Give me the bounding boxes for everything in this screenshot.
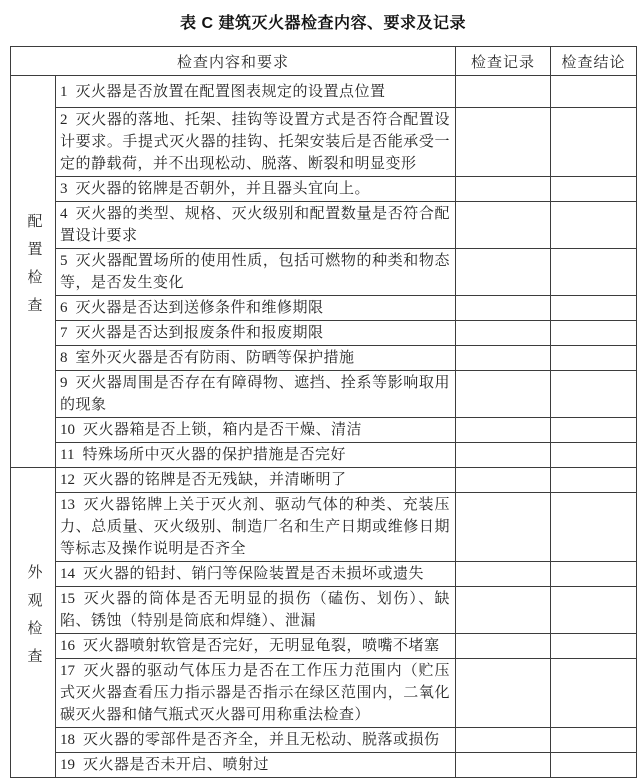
conclusion-cell	[551, 346, 637, 371]
record-cell	[456, 587, 551, 634]
item-cell	[56, 753, 456, 778]
item-number: 2	[60, 112, 68, 128]
table-row	[11, 296, 637, 321]
item-cell	[56, 249, 456, 296]
conclusion-cell	[551, 321, 637, 346]
table-row	[11, 346, 637, 371]
item-cell	[56, 634, 456, 659]
record-cell	[456, 202, 551, 249]
table-header-row	[11, 47, 637, 76]
record-cell	[456, 493, 551, 562]
item-number: 7	[60, 325, 68, 341]
item-text: 灭火器的类型、规格、灭火级别和配置数量是否符合配置设计要求	[60, 206, 451, 244]
table-row	[11, 371, 637, 418]
item-text: 灭火器的驱动气体压力是否在工作压力范围内（贮压式灭火器查看压力指示器是否指示在绿区范围内，二氧化碳灭火器和储气瓶式灭火器可用称重法检查）	[60, 663, 451, 723]
item-number: 8	[60, 350, 68, 366]
conclusion-cell	[551, 418, 637, 443]
item-number: 19	[60, 757, 75, 773]
conclusion-cell	[551, 249, 637, 296]
record-cell	[456, 659, 551, 728]
record-cell	[456, 108, 551, 177]
table-row	[11, 468, 637, 493]
table-row	[11, 321, 637, 346]
item-cell	[56, 108, 456, 177]
item-text: 室外灭火器是否有防雨、防晒等保护措施	[75, 350, 355, 366]
item-cell	[56, 177, 456, 202]
conclusion-cell	[551, 202, 637, 249]
record-cell	[456, 321, 551, 346]
item-number: 13	[60, 497, 75, 513]
item-cell	[56, 562, 456, 587]
page-title: 表 C 建筑灭火器检查内容、要求及记录	[180, 15, 466, 32]
conclusion-cell	[551, 562, 637, 587]
item-text: 灭火器配置场所的使用性质，包括可燃物的种类和物态等，是否发生变化	[60, 253, 451, 291]
record-cell	[456, 371, 551, 418]
conclusion-cell	[551, 371, 637, 418]
table-row	[11, 108, 637, 177]
record-cell	[456, 728, 551, 753]
item-number: 3	[60, 181, 68, 197]
table-row	[11, 728, 637, 753]
item-text: 灭火器的铭牌是否无残缺，并清晰明了	[83, 472, 347, 488]
item-number: 6	[60, 300, 68, 316]
section-label-cell	[11, 468, 56, 778]
item-cell	[56, 443, 456, 468]
table-row	[11, 418, 637, 443]
section-label: 外观检查	[25, 564, 42, 676]
item-cell	[56, 468, 456, 493]
record-cell	[456, 249, 551, 296]
record-cell	[456, 634, 551, 659]
item-number: 12	[60, 472, 75, 488]
record-cell	[456, 468, 551, 493]
item-number: 5	[60, 253, 68, 269]
item-cell	[56, 587, 456, 634]
item-number: 15	[60, 591, 75, 607]
item-number: 11	[60, 447, 75, 463]
item-text: 灭火器周围是否存在有障碍物、遮挡、拴系等影响取用的现象	[60, 375, 451, 413]
table-row	[11, 202, 637, 249]
section-label: 配置检查	[25, 213, 42, 325]
table-row	[11, 587, 637, 634]
record-cell	[456, 418, 551, 443]
table-row	[11, 443, 637, 468]
item-text: 灭火器铭牌上关于灭火剂、驱动气体的种类、充装压力、总质量、灭火级别、制造厂名和生产日期或维修日期等标志及操作说明是否齐全	[60, 497, 451, 557]
header-record: 检查记录	[456, 47, 551, 76]
item-number: 10	[60, 422, 75, 438]
item-cell	[56, 76, 456, 108]
conclusion-cell	[551, 443, 637, 468]
inspection-table	[10, 46, 637, 778]
item-text: 灭火器喷射软管是否完好，无明显龟裂，喷嘴不堵塞	[83, 638, 440, 654]
item-text: 灭火器是否未开启、喷射过	[83, 757, 270, 773]
record-cell	[456, 177, 551, 202]
table-row	[11, 249, 637, 296]
record-cell	[456, 346, 551, 371]
conclusion-cell	[551, 296, 637, 321]
item-number: 4	[60, 206, 68, 222]
item-text: 灭火器是否放置在配置图表规定的设置点位置	[75, 84, 386, 100]
header-content: 检查内容和要求	[11, 47, 456, 76]
item-text: 灭火器的铅封、销闩等保险装置是否未损坏或遗失	[83, 566, 425, 582]
record-cell	[456, 296, 551, 321]
item-number: 18	[60, 732, 75, 748]
conclusion-cell	[551, 728, 637, 753]
header-conclusion: 检查结论	[551, 47, 637, 76]
item-text: 灭火器的零部件是否齐全，并且无松动、脱落或损伤	[83, 732, 440, 748]
item-cell	[56, 659, 456, 728]
item-text: 灭火器的筒体是否无明显的损伤（磕伤、划伤）、缺陷、锈蚀（特别是筒底和焊缝）、泄漏	[60, 591, 451, 629]
record-cell	[456, 76, 551, 108]
conclusion-cell	[551, 659, 637, 728]
conclusion-cell	[551, 587, 637, 634]
item-text: 灭火器的落地、托架、挂钩等设置方式是否符合配置设计要求。手提式灭火器的挂钩、托架安装后是否能承受一定的静载荷，并不出现松动、脱落、断裂和明显变形	[60, 112, 451, 172]
conclusion-cell	[551, 493, 637, 562]
conclusion-cell	[551, 76, 637, 108]
item-number: 14	[60, 566, 75, 582]
item-cell	[56, 321, 456, 346]
item-number: 17	[60, 663, 75, 679]
conclusion-cell	[551, 634, 637, 659]
conclusion-cell	[551, 177, 637, 202]
item-cell	[56, 493, 456, 562]
table-row	[11, 177, 637, 202]
conclusion-cell	[551, 108, 637, 177]
item-cell	[56, 296, 456, 321]
conclusion-cell	[551, 468, 637, 493]
item-text: 灭火器的铭牌是否朝外，并且器头宜向上。	[75, 181, 371, 197]
item-text: 特殊场所中灭火器的保护措施是否完好	[82, 447, 346, 463]
record-cell	[456, 753, 551, 778]
item-cell	[56, 202, 456, 249]
item-cell	[56, 728, 456, 753]
conclusion-cell	[551, 753, 637, 778]
item-number: 16	[60, 638, 75, 654]
table-row	[11, 753, 637, 778]
table-row	[11, 562, 637, 587]
record-cell	[456, 562, 551, 587]
record-cell	[456, 443, 551, 468]
table-row	[11, 659, 637, 728]
section-label-cell	[11, 76, 56, 468]
item-text: 灭火器是否达到报废条件和报废期限	[75, 325, 324, 341]
item-text: 灭火器是否达到送修条件和维修期限	[75, 300, 324, 316]
item-cell	[56, 418, 456, 443]
item-number: 1	[60, 84, 68, 100]
item-text: 灭火器箱是否上锁，箱内是否干燥、清洁	[83, 422, 363, 438]
item-cell	[56, 346, 456, 371]
table-row	[11, 634, 637, 659]
table-row	[11, 76, 637, 108]
item-number: 9	[60, 375, 68, 391]
item-cell	[56, 371, 456, 418]
table-row	[11, 493, 637, 562]
